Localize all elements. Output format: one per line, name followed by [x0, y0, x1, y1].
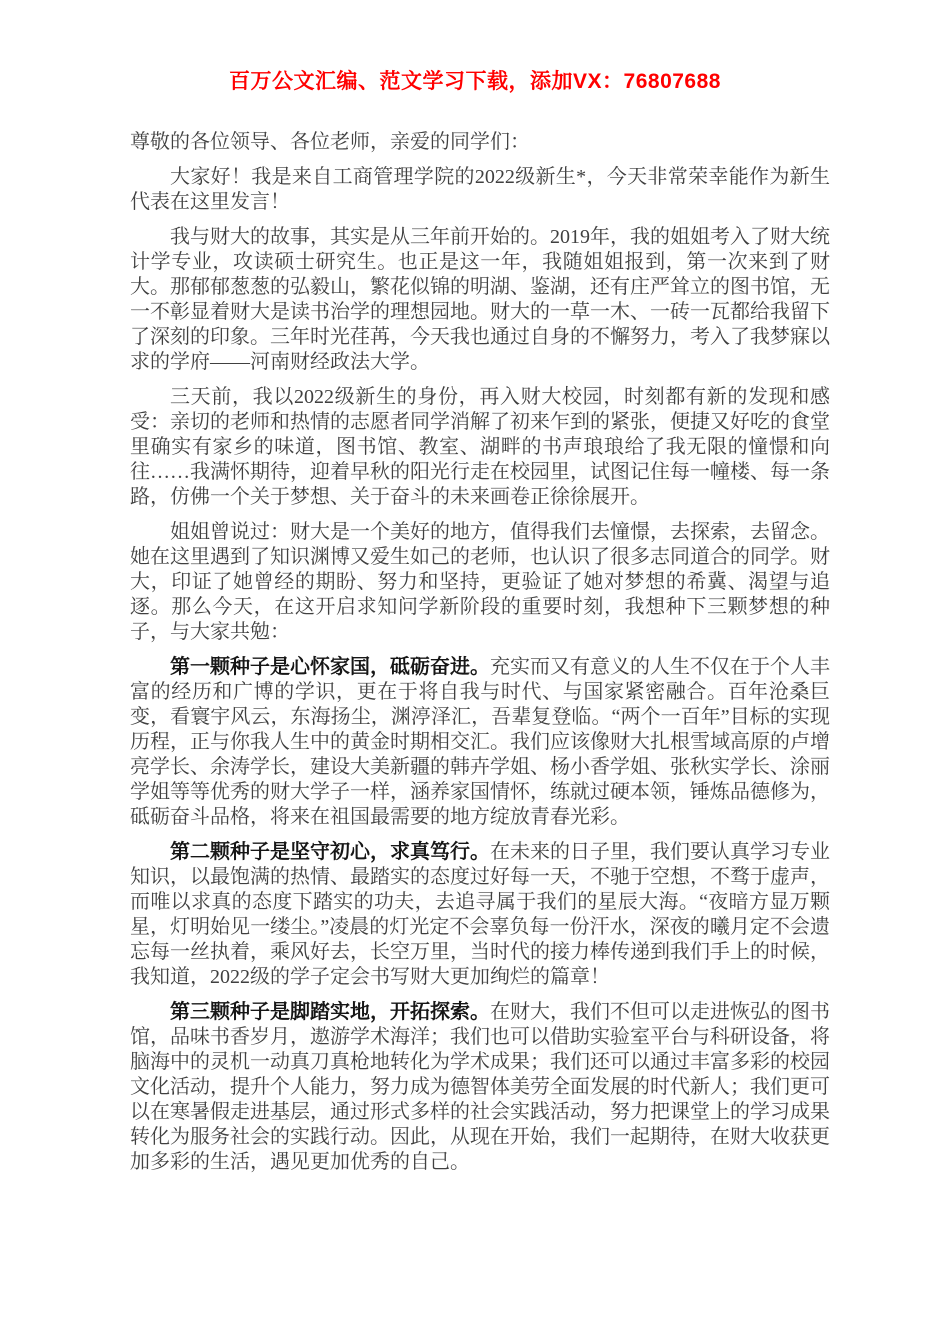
paragraph-greeting: [130, 165, 830, 215]
document-body: [130, 130, 830, 1175]
paragraph-greeting-text: 大家好！我是来自工商管理学院的2022级新生*，今天非常荣幸能作为新生代表在这里发言！: [130, 166, 830, 213]
paragraph-salutation: [130, 130, 830, 155]
paragraph-three-days-ago-text: 三天前，我以2022级新生的身份，再入财大校园，时刻都有新的发现和感受：亲切的老师和热情的志愿者同学消解了初来乍到的紧张，便捷又好吃的食堂里确实有家乡的味道，图书馆、教室、湖畔的书声琅琅给了我无限的憧憬和向往……我满怀期待，迎着早秋的阳光行走在校园里，试图记住每一幢楼、每一条路，仿佛一个关于梦想、关于奋斗的未来画卷正徐徐展开。: [130, 386, 830, 508]
paragraph-seed-1-text: 充实而又有意义的人生不仅在于个人丰富的经历和广博的学识，更在于将自我与时代、与国家紧密融合。百年沧桑巨变，看寰宇风云，东海扬尘，渊渟泽汇，吾辈复登临。“两个一百年”目标的实现历程，正与你我人生中的黄金时期相交汇。我们应该像财大扎根雪域高原的卢增亮学长、余涛学长，建设大美新疆的韩卉学姐、杨小香学姐、张秋实学长、涂丽学姐等等优秀的财大学子一样，涵养家国情怀，练就过硬本领，锤炼品德修为，砥砺奋斗品格，将来在祖国最需要的地方绽放青春光彩。: [130, 656, 830, 828]
paragraph-story-text: 我与财大的故事，其实是从三年前开始的。2019年，我的姐姐考入了财大统计学专业，攻读硕士研究生。也正是这一年，我随姐姐报到，第一次来到了财大。那郁郁葱葱的弘毅山，繁花似锦的明湖、鉴湖，还有庄严耸立的图书馆，无一不彰显着财大是读书治学的理想园地。财大的一草一木、一砖一瓦都给我留下了深刻的印象。三年时光荏苒，今天我也通过自身的不懈努力，考入了我梦寐以求的学府——河南财经政法大学。: [130, 226, 830, 373]
paragraph-seed-1: [130, 655, 830, 830]
paragraph-seed-3-heading: 第三颗种子是脚踏实地，开拓探索。: [170, 1001, 490, 1023]
paragraph-sister-quote: [130, 520, 830, 645]
paragraph-sister-quote-text: 姐姐曾说过：财大是一个美好的地方，值得我们去憧憬，去探索，去留念。她在这里遇到了知识渊博又爱生如己的老师，也认识了很多志同道合的同学。财大，印证了她曾经的期盼、努力和坚持，更验证了她对梦想的希冀、渴望与追逐。那么今天，在这开启求知问学新阶段的重要时刻，我想种下三颗梦想的种子，与大家共勉：: [130, 521, 830, 643]
paragraph-seed-2-text: 在未来的日子里，我们要认真学习专业知识，以最饱满的热情、最踏实的态度过好每一天，不驰于空想，不骛于虚声，而唯以求真的态度下踏实的功夫，去追寻属于我们的星辰大海。“夜暗方显万颗星，灯明始见一缕尘。”凌晨的灯光定不会辜负每一份汗水，深夜的曦月定不会遗忘每一丝执着，乘风好去，长空万里，当时代的接力棒传递到我们手上的时候，我知道，2022级的学子定会书写财大更加绚烂的篇章！: [130, 841, 830, 988]
paragraph-seed-3: [130, 1000, 830, 1175]
paragraph-seed-2-heading: 第二颗种子是坚守初心，求真笃行。: [170, 841, 490, 863]
paragraph-story: [130, 225, 830, 375]
paragraph-salutation-text: 尊敬的各位领导、各位老师，亲爱的同学们：: [130, 131, 530, 153]
paragraph-seed-3-text: 在财大，我们不但可以走进恢弘的图书馆，品味书香岁月，遨游学术海洋；我们也可以借助实验室平台与科研设备，将脑海中的灵机一动真刀真枪地转化为学术成果；我们还可以通过丰富多彩的校园文化活动，提升个人能力，努力成为德智体美劳全面发展的时代新人；我们更可以在寒暑假走进基层，通过形式多样的社会实践活动，努力把课堂上的学习成果转化为服务社会的实践行动。因此，从现在开始，我们一起期待，在财大收获更加多彩的生活，遇见更加优秀的自己。: [130, 1001, 830, 1173]
paragraph-seed-2: [130, 840, 830, 990]
paragraph-seed-1-heading: 第一颗种子是心怀家国，砥砺奋进。: [170, 656, 490, 678]
ad-notice-banner: 百万公文汇编、范文学习下载，添加VX：76807688: [229, 70, 721, 93]
paragraph-three-days-ago: [130, 385, 830, 510]
